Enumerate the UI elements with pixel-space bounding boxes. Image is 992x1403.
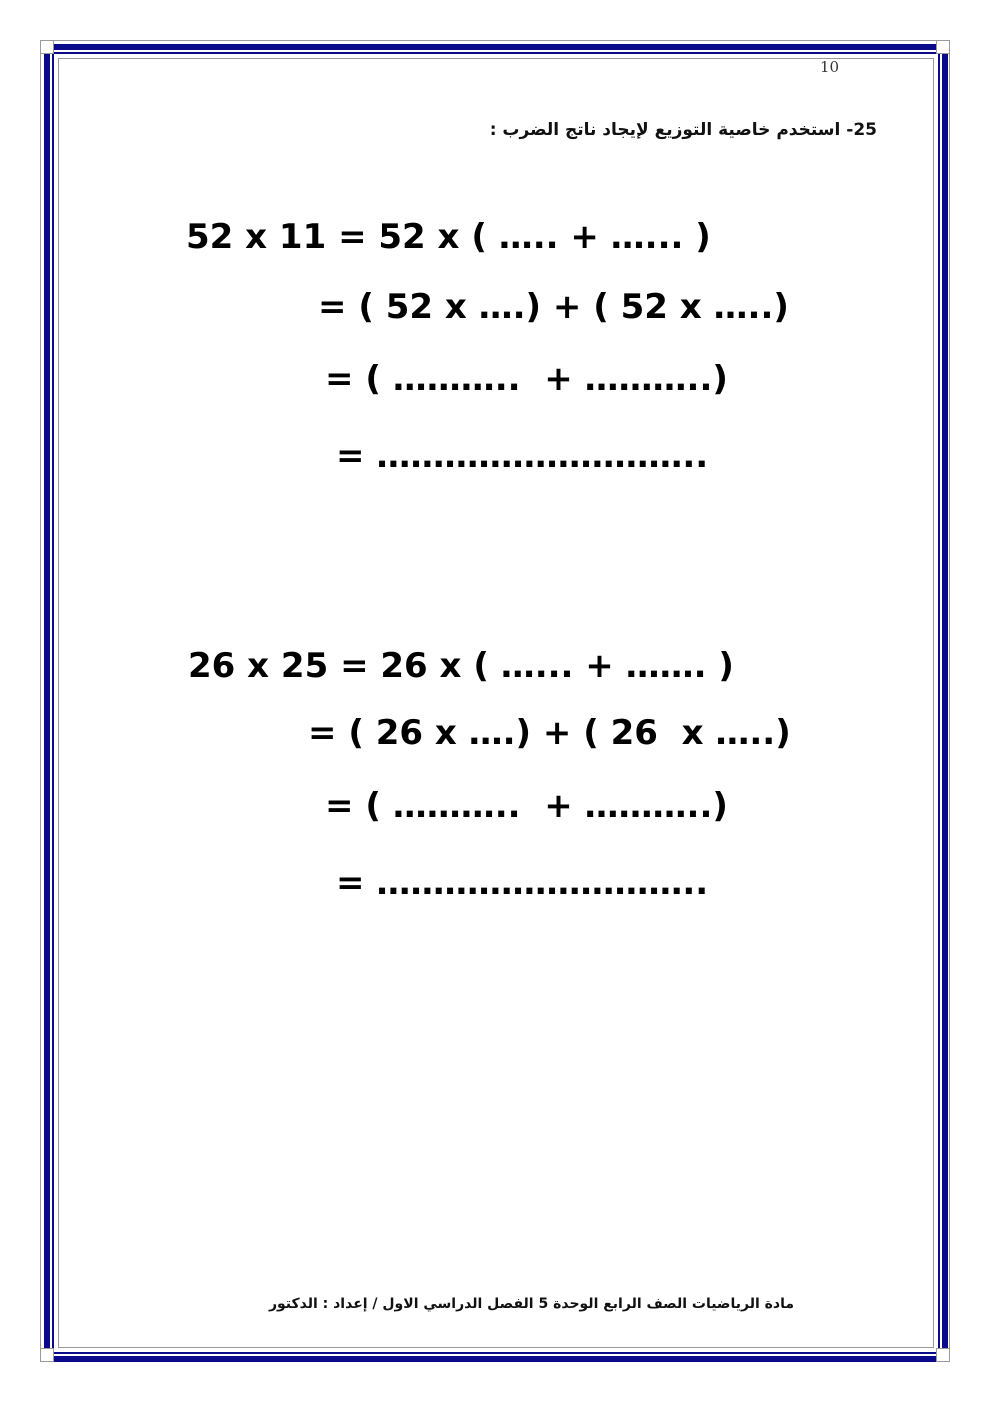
corner-ornament	[40, 1348, 54, 1362]
problem1-line3: = ( ……….. + ………..)	[325, 359, 728, 399]
corner-ornament	[40, 40, 54, 54]
corner-ornament	[936, 40, 950, 54]
problem1-line4: = ………………………..	[336, 436, 709, 476]
problem2-line4: = ………………………..	[336, 863, 709, 903]
problem1-line1: 52 x 11 = 52 x ( ….. + …... )	[186, 217, 711, 257]
question-instruction: 25- استخدم خاصية التوزيع لإيجاد ناتج الضرب :	[489, 120, 877, 140]
problem1-line2: = ( 52 x ….) + ( 52 x …..)	[318, 287, 789, 327]
page-footer: مادة الرياضيات الصف الرابع الوحدة 5 الفصل الدراسي الاول / إعداد : الدكتور	[268, 1296, 794, 1312]
problem2-line2: = ( 26 x ….) + ( 26 x …..)	[308, 713, 791, 753]
page-number: 10	[820, 58, 840, 76]
problem2-line1: 26 x 25 = 26 x ( …... + ……. )	[188, 646, 734, 686]
corner-ornament	[936, 1348, 950, 1362]
problem2-line3: = ( ……….. + ………..)	[325, 786, 728, 826]
